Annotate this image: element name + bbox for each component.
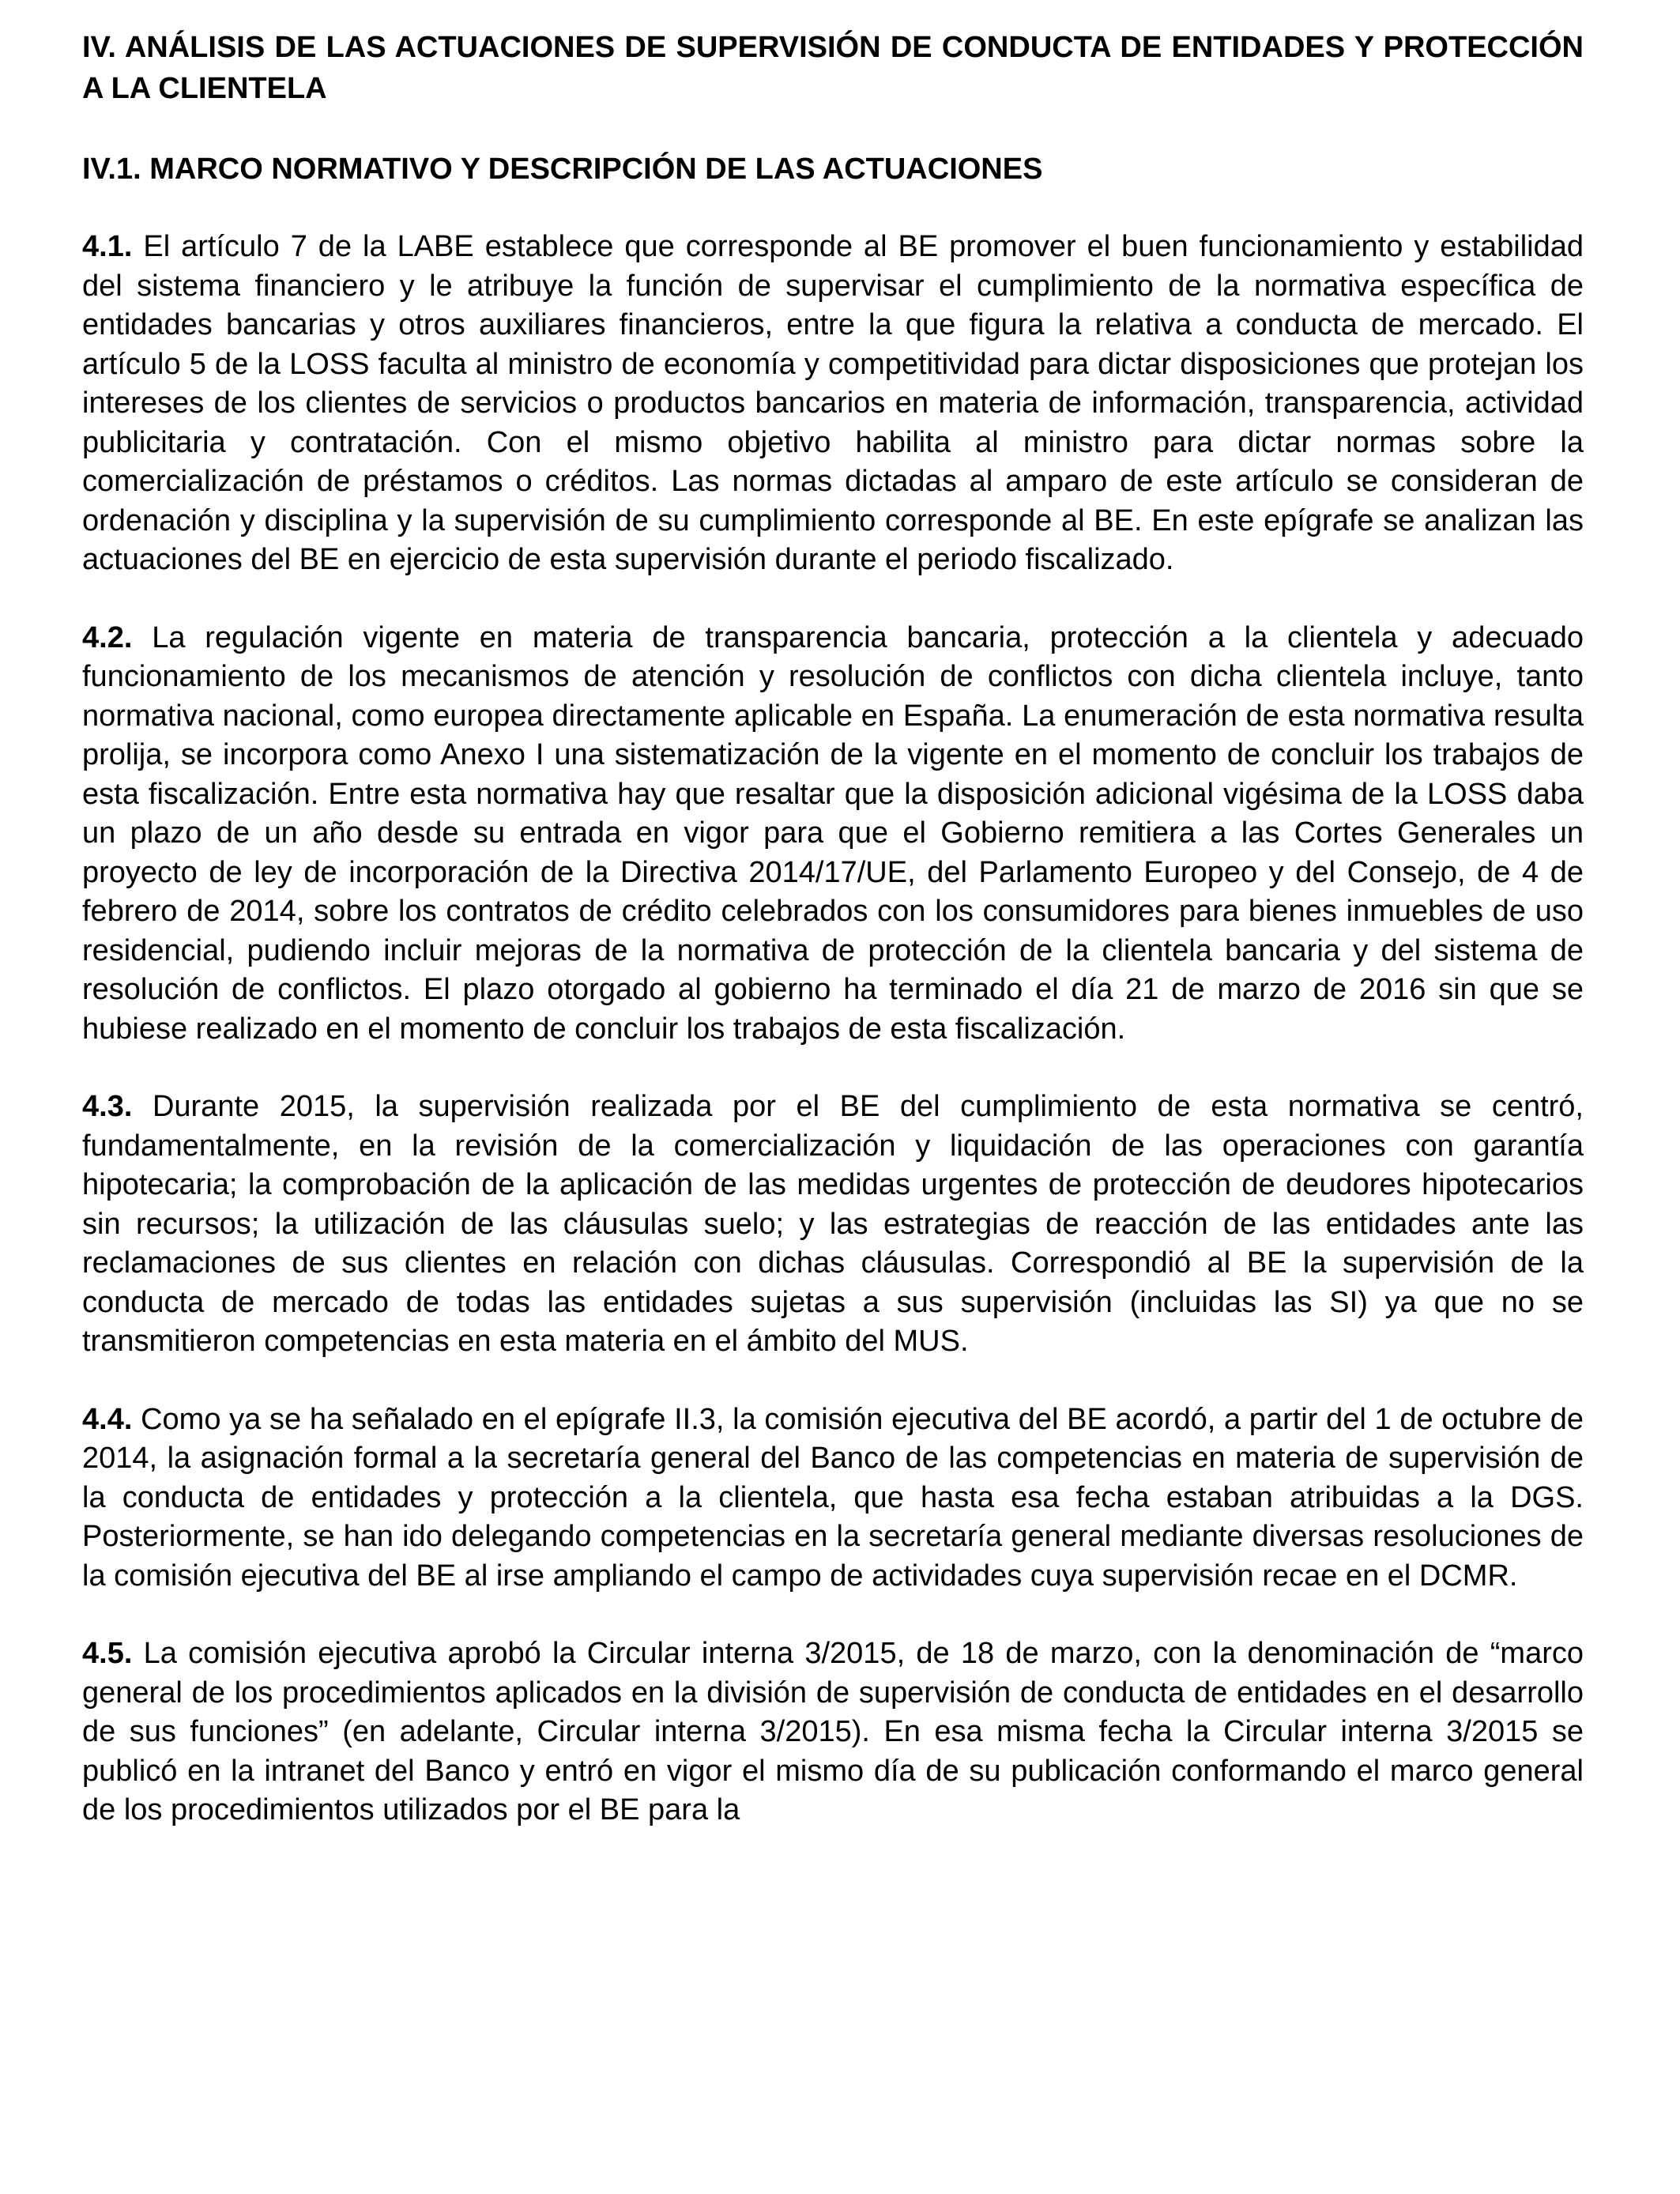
paragraph-text: Durante 2015, la supervisión realizada por el BE del cumplimiento de esta normativa se centró, fundamentalmente, en la revisión de la comercialización y liquidación de las operaciones con garantía hipotecaria; la comprobación de la aplicación de las medidas urgentes de protección de deudores hipotecarios sin recursos; la utilización de las cláusulas suelo; y las estrategias de reacción de las entidades ante las reclamaciones de sus clientes en relación con dichas cláusulas. Correspondió al BE la supervisión de la conducta de mercado de todas las entidades sujetas a sus supervisión (incluidas las SI) ya que no se transmitieron competencias en esta materia en el ámbito del MUS. [82,1090,1584,1358]
paragraph-4-1 [82,228,1584,580]
document-page [82,27,1584,1830]
paragraph-number: 4.4. [82,1402,133,1436]
paragraph-4-4 [82,1400,1584,1596]
section-title: IV. ANÁLISIS DE LAS ACTUACIONES DE SUPERVISIÓN DE CONDUCTA DE ENTIDADES Y PROTECCIÓN A LA CLIENTELA [82,31,1584,105]
paragraph-text: La comisión ejecutiva aprobó la Circular interna 3/2015, de 18 de marzo, con la denominación de “marco general de los procedimientos aplicados en la división de supervisión de conducta de entidades en el desarrollo de sus funciones” (en adelante, Circular interna 3/2015). En esa misma fecha la Circular interna 3/2015 se publicó en la intranet del Banco y entró en vigor el mismo día de su publicación conformando el marco general de los procedimientos utilizados por el BE para la [82,1637,1584,1826]
paragraph-text: La regulación vigente en materia de transparencia bancaria, protección a la clientela y adecuado funcionamiento de los mecanismos de atención y resolución de conflictos con dicha clientela incluye, tanto normativa nacional, como europea directamente aplicable en España. La enumeración de esta normativa resulta prolija, se incorpora como Anexo I una sistematización de la vigente en el momento de concluir los trabajos de esta fiscalización. Entre esta normativa hay que resaltar que la disposición adicional vigésima de la LOSS daba un plazo de un año desde su entrada en vigor para que el Gobierno remitiera a las Cortes Generales un proyecto de ley de incorporación de la Directiva 2014/17/UE, del Parlamento Europeo y del Consejo, de 4 de febrero de 2014, sobre los contratos de crédito celebrados con los consumidores para bienes inmuebles de uso residencial, pudiendo incluir mejoras de la normativa de protección de la clientela bancaria y del sistema de resolución de conflictos. El plazo otorgado al gobierno ha terminado el día 21 de marzo de 2016 sin que se hubiese realizado en el momento de concluir los trabajos de esta fiscalización. [82,620,1584,1046]
subsection-title: IV.1. MARCO NORMATIVO Y DESCRIPCIÓN DE LAS ACTUACIONES [82,153,1043,186]
paragraph-number: 4.1. [82,230,133,263]
paragraph-4-3 [82,1088,1584,1362]
paragraph-number: 4.3. [82,1090,133,1123]
paragraph-4-5 [82,1634,1584,1830]
paragraph-number: 4.5. [82,1637,133,1670]
paragraph-text: Como ya se ha señalado en el epígrafe II.3, la comisión ejecutiva del BE acordó, a partir del 1 de octubre de 2014, la asignación formal a la secretaría general del Banco de las competencias en materia de supervisión de la conducta de entidades y protección a la clientela, que hasta esa fecha estaban atribuidas a la DGS. Posteriormente, se han ido delegando competencias en la secretaría general mediante diversas resoluciones de la comisión ejecutiva del BE al irse ampliando el campo de actividades cuya supervisión recae en el DCMR. [82,1402,1584,1593]
paragraph-text: El artículo 7 de la LABE establece que corresponde al BE promover el buen funcionamiento y estabilidad del sistema financiero y le atribuye la función de supervisar el cumplimiento de la normativa específica de entidades bancarias y otros auxiliares financieros, entre la que figura la relativa a conducta de mercado. El artículo 5 de la LOSS faculta al ministro de economía y competitividad para dictar disposiciones que protejan los intereses de los clientes de servicios o productos bancarios en materia de información, transparencia, actividad publicitaria y contratación. Con el mismo objetivo habilita al ministro para dictar normas sobre la comercialización de préstamos o créditos. Las normas dictadas al amparo de este artículo se consideran de ordenación y disciplina y la supervisión de su cumplimiento corresponde al BE. En este epígrafe se analizan las actuaciones del BE en ejercicio de esta supervisión durante el periodo fiscalizado. [82,230,1584,576]
paragraph-number: 4.2. [82,620,133,654]
paragraph-4-2 [82,619,1584,1050]
